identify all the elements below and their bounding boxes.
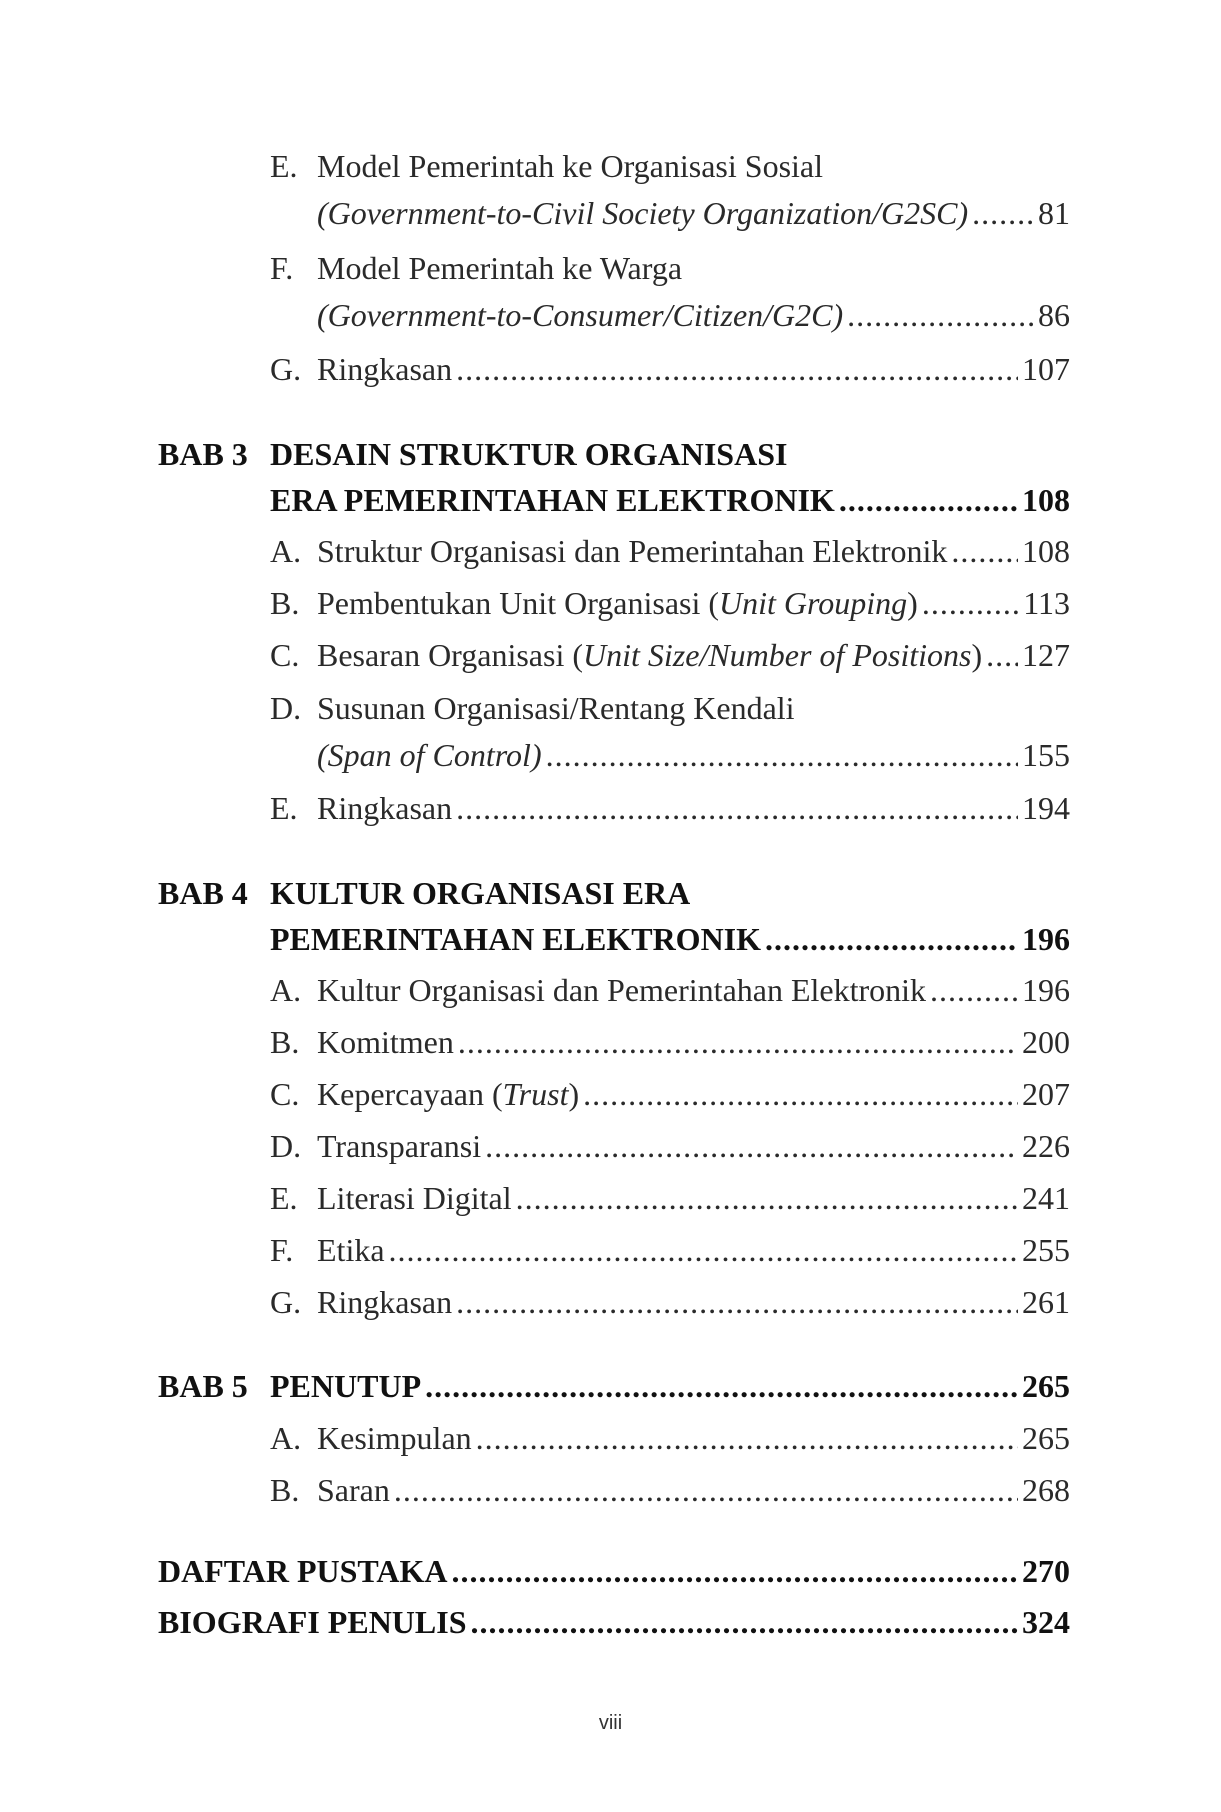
- toc-chapter-bab3[interactable]: [158, 436, 1070, 473]
- entry-title: Model Pemerintah ke Warga: [317, 250, 683, 286]
- entry-letter: F.: [270, 1232, 294, 1268]
- leader-dots: [394, 1472, 1018, 1509]
- leader-dots: [986, 637, 1018, 674]
- entry-letter: G.: [270, 351, 302, 387]
- leader-dots: [922, 585, 1019, 622]
- entry-title: Besaran Organisasi (Unit Size/Number of Positions): [317, 637, 983, 673]
- section-title: DAFTAR PUSTAKA: [158, 1553, 448, 1589]
- chapter-title: PENUTUP: [270, 1368, 422, 1404]
- entry-page: 268: [1022, 1472, 1070, 1508]
- leader-dots: [476, 1420, 1018, 1457]
- entry-title: Literasi Digital: [317, 1180, 512, 1216]
- page-number: viii: [598, 1712, 623, 1734]
- entry-letter: E.: [270, 1180, 298, 1216]
- section-page: 324: [1022, 1604, 1070, 1640]
- entry-letter: A.: [270, 533, 302, 569]
- chapter-number: BAB 3: [158, 436, 248, 472]
- entry-title: Etika: [317, 1232, 385, 1268]
- entry-page: 107: [1022, 351, 1070, 387]
- entry-letter: C.: [270, 637, 300, 673]
- entry-page: 265: [1022, 1420, 1070, 1456]
- toc-entry[interactable]: [270, 1180, 1070, 1217]
- toc-entry-e-g2sc[interactable]: [270, 148, 1070, 185]
- toc-entry[interactable]: [270, 1284, 1070, 1321]
- entry-title: Pembentukan Unit Organisasi (Unit Grouping): [317, 585, 918, 621]
- toc-daftar-pustaka[interactable]: [158, 1553, 1070, 1590]
- entry-title: Susunan Organisasi/Rentang Kendali: [317, 690, 795, 726]
- entry-letter: D.: [270, 1128, 302, 1164]
- chapter-title-cont: PEMERINTAHAN ELEKTRONIK: [270, 921, 762, 957]
- entry-page: 196: [1022, 972, 1070, 1008]
- entry-letter: A.: [270, 1420, 302, 1456]
- chapter-page: 196: [1022, 921, 1070, 957]
- entry-page: 226: [1022, 1128, 1070, 1164]
- leader-dots: [583, 1076, 1018, 1113]
- toc-entry[interactable]: [270, 690, 1070, 727]
- entry-page: 81: [1038, 195, 1070, 231]
- section-title: BIOGRAFI PENULIS: [158, 1604, 467, 1640]
- toc-entry[interactable]: [270, 1024, 1070, 1061]
- entry-title: Ringkasan: [317, 1284, 453, 1320]
- entry-page: 261: [1022, 1284, 1070, 1320]
- entry-letter: B.: [270, 585, 300, 621]
- leader-dots: [458, 1024, 1018, 1061]
- entry-title: Kesimpulan: [317, 1420, 472, 1456]
- entry-title: Saran: [317, 1472, 390, 1508]
- chapter-number: BAB 4: [158, 875, 248, 911]
- leader-dots: [847, 297, 1034, 334]
- toc-entry[interactable]: [270, 1472, 1070, 1509]
- entry-letter: E.: [270, 790, 298, 826]
- entry-title: Komitmen: [317, 1024, 454, 1060]
- chapter-page: 265: [1022, 1368, 1070, 1404]
- leader-dots: [839, 482, 1018, 519]
- toc-entry-f-g2c-cont[interactable]: [317, 297, 1070, 334]
- toc-entry-cont[interactable]: [317, 737, 1070, 774]
- entry-page: 200: [1022, 1024, 1070, 1060]
- leader-dots: [546, 737, 1018, 774]
- toc-biografi-penulis[interactable]: [158, 1604, 1070, 1641]
- leader-dots: [471, 1604, 1019, 1641]
- leader-dots: [456, 790, 1018, 827]
- leader-dots: [930, 972, 1018, 1009]
- entry-title: Struktur Organisasi dan Pemerintahan Elektronik: [317, 533, 948, 569]
- toc-entry-g-ringkasan[interactable]: [270, 351, 1070, 388]
- chapter-title-cont: ERA PEMERINTAHAN ELEKTRONIK: [270, 482, 835, 518]
- toc-entry[interactable]: [270, 637, 1070, 674]
- entry-letter: B.: [270, 1472, 300, 1508]
- toc-chapter-bab4-cont[interactable]: [270, 921, 1070, 958]
- entry-letter: C.: [270, 1076, 300, 1112]
- toc-entry[interactable]: [270, 972, 1070, 1009]
- toc-entry-f-g2c[interactable]: [270, 250, 1070, 287]
- entry-title: Ringkasan: [317, 351, 453, 387]
- entry-page: 127: [1022, 637, 1070, 673]
- toc-entry[interactable]: [270, 1128, 1070, 1165]
- leader-dots: [972, 195, 1034, 232]
- leader-dots: [451, 1553, 1018, 1590]
- entry-letter: G.: [270, 1284, 302, 1320]
- leader-dots: [485, 1128, 1018, 1165]
- leader-dots: [765, 921, 1018, 958]
- toc-chapter-bab5[interactable]: [158, 1368, 1070, 1405]
- toc-chapter-bab4[interactable]: [158, 875, 1070, 912]
- entry-title: Ringkasan: [317, 790, 453, 826]
- entry-page: 86: [1038, 297, 1070, 333]
- toc-entry[interactable]: [270, 1232, 1070, 1269]
- entry-page: 207: [1022, 1076, 1070, 1112]
- toc-entry[interactable]: [270, 585, 1070, 622]
- toc-entry[interactable]: [270, 533, 1070, 570]
- chapter-title: DESAIN STRUKTUR ORGANISASI: [270, 436, 788, 472]
- leader-dots: [389, 1232, 1018, 1269]
- entry-title-cont: (Government-to-Consumer/Citizen/G2C): [317, 297, 844, 333]
- leader-dots: [456, 351, 1018, 388]
- entry-page: 194: [1022, 790, 1070, 826]
- leader-dots: [951, 533, 1018, 570]
- entry-title-cont: (Span of Control): [317, 737, 542, 773]
- toc-entry[interactable]: [270, 1076, 1070, 1113]
- leader-dots: [516, 1180, 1018, 1217]
- entry-letter: D.: [270, 690, 302, 726]
- entry-letter: A.: [270, 972, 302, 1008]
- entry-page: 255: [1022, 1232, 1070, 1268]
- toc-entry-e-g2sc-cont[interactable]: [317, 195, 1070, 232]
- chapter-page: 108: [1022, 482, 1070, 518]
- entry-title-cont: (Government-to-Civil Society Organization/G2SC): [317, 195, 969, 231]
- toc-entry[interactable]: [270, 790, 1070, 827]
- toc-entry[interactable]: [270, 1420, 1070, 1457]
- leader-dots: [425, 1368, 1018, 1405]
- entry-page: 241: [1022, 1180, 1070, 1216]
- entry-page: 155: [1022, 737, 1070, 773]
- chapter-number: BAB 5: [158, 1368, 248, 1404]
- entry-title: Model Pemerintah ke Organisasi Sosial: [317, 148, 823, 184]
- entry-page: 108: [1022, 533, 1070, 569]
- entry-letter: B.: [270, 1024, 300, 1060]
- section-page: 270: [1022, 1553, 1070, 1589]
- chapter-title: KULTUR ORGANISASI ERA: [270, 875, 691, 911]
- entry-page: 113: [1023, 585, 1070, 621]
- entry-title: Kepercayaan (Trust): [317, 1076, 580, 1112]
- entry-letter: F.: [270, 250, 294, 286]
- entry-title: Kultur Organisasi dan Pemerintahan Elektronik: [317, 972, 927, 1008]
- leader-dots: [456, 1284, 1018, 1321]
- entry-letter: E.: [270, 148, 298, 184]
- toc-chapter-bab3-cont[interactable]: [270, 482, 1070, 519]
- entry-title: Transparansi: [317, 1128, 482, 1164]
